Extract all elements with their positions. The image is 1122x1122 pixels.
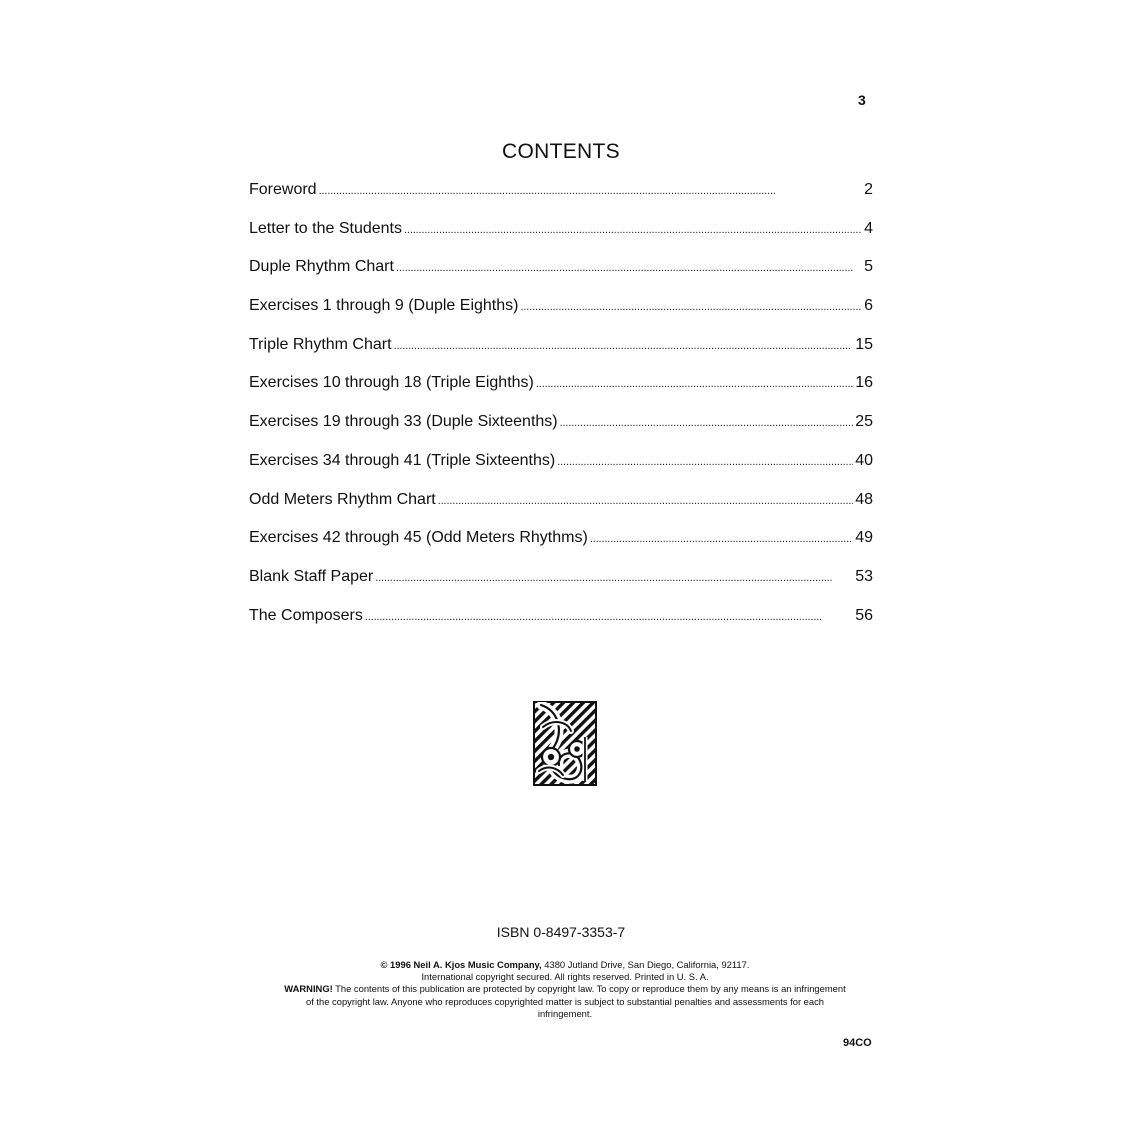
- toc-entry-foreword[interactable]: [249, 181, 873, 220]
- copyright-line-1: [280, 959, 850, 971]
- dot-leader: [396, 262, 862, 274]
- isbn: ISBN 0-8497-3353-7: [496, 924, 626, 940]
- copyright-line-2: International copyright secured. All rights reserved. Printed in U. S. A.: [421, 971, 709, 983]
- toc-entry-page: 56: [855, 606, 873, 624]
- dot-leader: [438, 495, 853, 507]
- toc-entry-letter-to-students[interactable]: [249, 220, 873, 259]
- toc-entry-triple-rhythm-chart[interactable]: [249, 336, 873, 375]
- dot-leader: [375, 572, 853, 584]
- dot-leader: [557, 456, 853, 468]
- contents-title: CONTENTS: [502, 140, 620, 163]
- toc-entry-label: Exercises 10 through 18 (Triple Eighths): [249, 374, 534, 392]
- toc-entry-page: 48: [855, 490, 873, 508]
- dot-leader: [536, 378, 853, 390]
- dot-leader: [590, 533, 853, 545]
- toc-entry-label: The Composers: [249, 606, 363, 624]
- dot-leader: [365, 611, 853, 623]
- toc-entry-label: Letter to the Students: [249, 219, 402, 237]
- copyright-holder: © 1996 Neil A. Kjos Music Company,: [380, 959, 542, 970]
- toc-entry-duple-rhythm-chart[interactable]: [249, 258, 873, 297]
- toc-entry-exercises-42-45[interactable]: [249, 529, 873, 568]
- toc-entry-page: 25: [855, 413, 873, 431]
- dot-leader: [404, 224, 862, 236]
- kjos-music-logo-icon: [533, 701, 597, 786]
- catalog-code: 94CO: [843, 1037, 872, 1049]
- toc-entry-page: 53: [855, 567, 873, 585]
- warning-label: WARNING!: [284, 983, 333, 995]
- page-number: 3: [858, 92, 866, 108]
- toc-entry-page: 5: [864, 258, 873, 276]
- toc-entry-page: 49: [855, 529, 873, 547]
- toc-entry-exercises-1-9[interactable]: [249, 297, 873, 336]
- toc-entry-label: Duple Rhythm Chart: [249, 258, 394, 276]
- toc-entry-page: 15: [855, 335, 873, 353]
- toc-entry-label: Blank Staff Paper: [249, 567, 374, 585]
- dot-leader: [394, 340, 854, 352]
- dot-leader: [560, 417, 854, 429]
- publisher-address: 4380 Jutland Drive, San Diego, California, 92117.: [541, 959, 750, 970]
- toc-entry-page: 4: [864, 219, 873, 237]
- toc-entry-page: 2: [864, 181, 873, 198]
- toc-entry-label: Triple Rhythm Chart: [249, 335, 392, 353]
- toc-entry-label: Foreword: [249, 181, 317, 198]
- toc-entry-label: Exercises 42 through 45 (Odd Meters Rhythms): [249, 529, 588, 547]
- toc-entry-blank-staff-paper[interactable]: [249, 568, 873, 607]
- dot-leader: [520, 301, 862, 313]
- toc-entry-page: 6: [864, 297, 873, 315]
- toc-entry-exercises-34-41[interactable]: [249, 452, 873, 491]
- toc-entry-page: 40: [855, 451, 873, 469]
- toc-entry-odd-meters-rhythm-chart[interactable]: [249, 491, 873, 530]
- toc-entry-label: Exercises 19 through 33 (Duple Sixteenths): [249, 413, 558, 431]
- toc-entry-label: Exercises 1 through 9 (Duple Eighths): [249, 297, 519, 315]
- toc-entry-page: 16: [855, 374, 873, 392]
- copyright-notice: [280, 959, 850, 1020]
- toc-entry-exercises-10-18[interactable]: [249, 374, 873, 413]
- table-of-contents: [249, 181, 873, 645]
- toc-entry-label: Odd Meters Rhythm Chart: [249, 490, 436, 508]
- dot-leader: [319, 185, 863, 197]
- toc-entry-the-composers[interactable]: [249, 607, 873, 646]
- warning-text: The contents of this publication are protected by copyright law. To copy or reproduce them by any means is an infringement of the copyright law. Anyone who reproduces copyrighted matter is subject to substantial penalties and assessments for each infringement.: [306, 983, 846, 1019]
- toc-entry-label: Exercises 34 through 41 (Triple Sixteenths): [249, 451, 556, 469]
- toc-entry-exercises-19-33[interactable]: [249, 413, 873, 452]
- copyright-warning: [280, 983, 850, 1020]
